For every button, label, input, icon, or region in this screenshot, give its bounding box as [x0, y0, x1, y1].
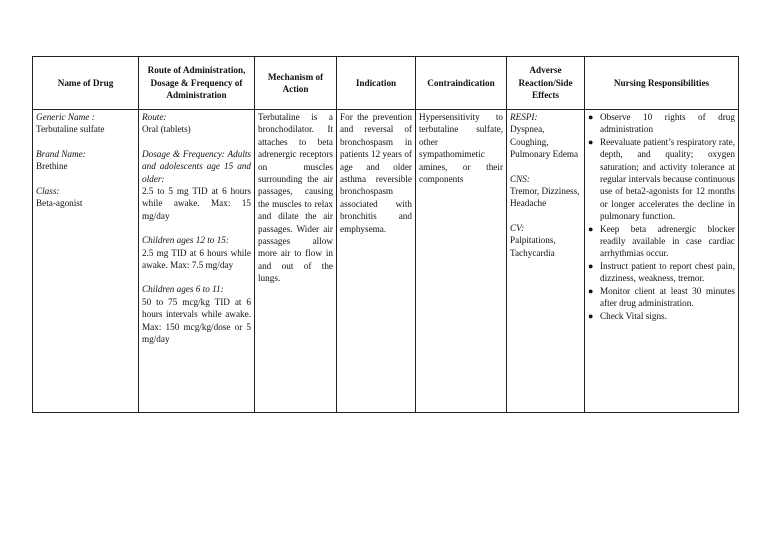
respi-label: RESPI: [510, 112, 538, 122]
cell-nursing-responsibilities [585, 110, 739, 413]
cell-adverse-reactions [507, 110, 585, 413]
route-value: Oral (tablets) [142, 124, 191, 135]
header-mechanism: Mechanism of Action [255, 57, 337, 110]
header-nursing-responsibilities: Nursing Responsibilities [585, 57, 739, 110]
list-item: ● Observe 10 rights of drug administration [588, 112, 735, 135]
dosage-child6-label: Children ages 6 to 11: [142, 284, 224, 295]
dosage-adult-value: 2.5 to 5 mg TID at 6 hours while awake. Max: 15 mg/day [142, 186, 251, 221]
cell-indication: For the prevention and reversal of bronchospasm in patients 12 years of age and older asthma reversible bronchospasm associated with bronchitis and emphysema. [337, 110, 416, 413]
list-item: ● Instruct patient to report chest pain, dizziness, weakness, tremor. [588, 260, 735, 284]
cell-route-dosage [139, 110, 255, 413]
header-row [33, 57, 739, 110]
brand-name-label: Brand Name: [36, 148, 86, 159]
cns-label: CNS: [510, 173, 530, 184]
cell-drug-name [33, 110, 139, 413]
bullet-icon: ● [588, 310, 594, 321]
bullet-icon: ● [588, 112, 594, 122]
cv-value: Palpitations, Tachycardia [510, 235, 556, 258]
table-row [33, 110, 739, 413]
route-label: Route: [142, 112, 167, 122]
cv-label: CV: [510, 222, 525, 233]
generic-name-value: Terbutaline sulfate [36, 124, 105, 135]
bullet-icon: ● [588, 285, 594, 296]
header-contraindication: Contraindication [416, 57, 507, 110]
bullet-icon: ● [588, 136, 594, 147]
dosage-adult-label: Dosage & Frequency: Adults and adolescents age 15 and older: [142, 148, 251, 184]
cell-contraindication: Hypersensitivity to terbutaline sulfate, other sympathomimetic amines, or their components [416, 110, 507, 413]
bullet-icon: ● [588, 260, 594, 271]
header-indication: Indication [337, 57, 416, 110]
generic-name-label: Generic Name : [36, 112, 95, 122]
header-adverse-reaction: Adverse Reaction/Side Effects [507, 57, 585, 110]
bullet-icon: ● [588, 223, 594, 234]
respi-value: Dyspnea, Coughing, Pulmonary Edema [510, 124, 579, 160]
list-item: ● Monitor client at least 30 minutes after drug administration. [588, 285, 735, 309]
cns-value: Tremor, Dizziness, Headache [510, 186, 580, 209]
class-value: Beta-agonist [36, 198, 83, 209]
list-item: ● Keep beta adrenergic blocker readily available in case cardiac arrhythmias occur. [588, 223, 735, 259]
header-route: Route of Administration, Dosage & Frequency of Administration [139, 57, 255, 110]
drug-study-table [32, 56, 739, 413]
dosage-child12-label: Children ages 12 to 15: [142, 235, 229, 246]
list-item: ● Reevaluate patient’s respiratory rate, depth, and quality; oxygen saturation; and activity tolerance at regular intervals because continuous use of beta2-agonists for 12 months or longer accelerates the decline in pulmonary function. [588, 136, 735, 222]
cell-mechanism: Terbutaline is a bronchodilator. It attaches to beta adrenergic receptors on muscles surrounding the air passages, causing the muscles to relax and dilate the air passages. Wider air passages allow more air to flow in and out of the lungs. [255, 110, 337, 413]
dosage-child12-value: 2.5 mg TID at 6 hours while awake. Max: 7.5 mg/day [142, 247, 251, 271]
header-name-of-drug: Name of Drug [33, 57, 139, 110]
brand-name-value: Brethine [36, 161, 68, 172]
class-label: Class: [36, 185, 60, 196]
list-item: ● Check Vital signs. [588, 310, 667, 321]
dosage-child6-value: 50 to 75 mcg/kg TID at 6 hours intervals while awake. Max: 150 mcg/kg/dose or 5 mg/day [142, 296, 251, 345]
